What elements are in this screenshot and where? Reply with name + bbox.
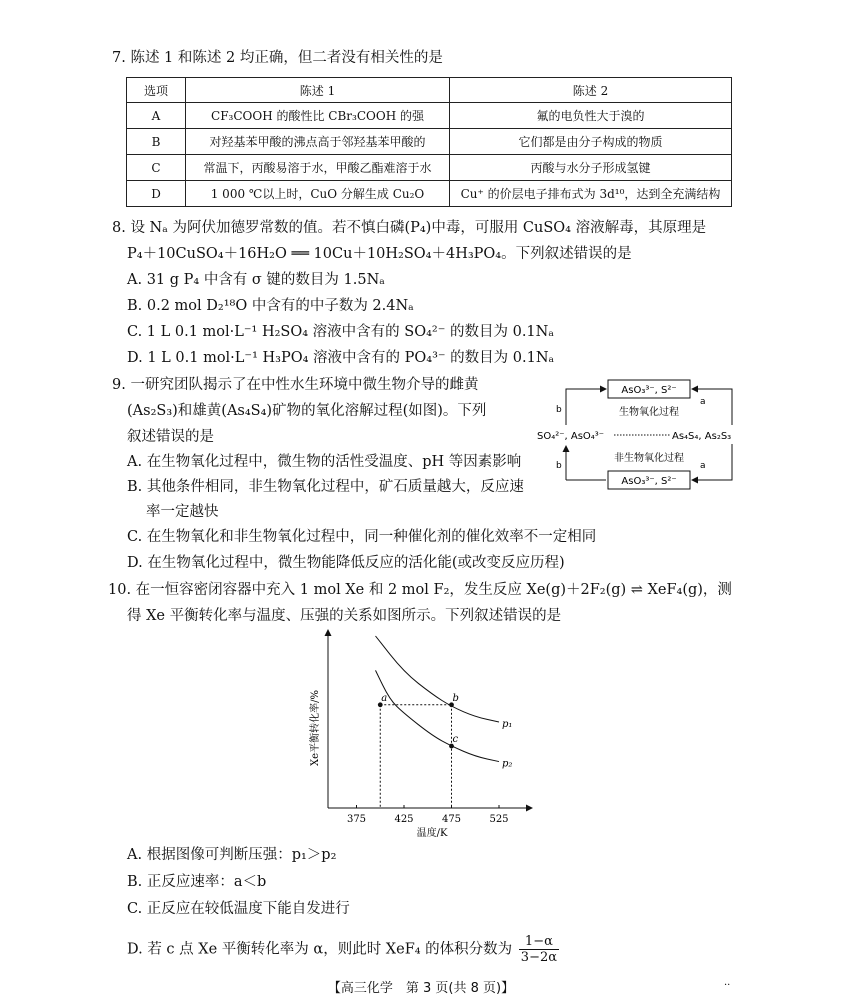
q10-option-d-text: D. 若 c 点 Xe 平衡转化率为 α，则此时 XeF₄ 的体积分数为 [127, 941, 513, 958]
q8-option-b: B. 0.2 mol D₂¹⁸O 中含有的中子数为 2.4Nₐ [127, 298, 414, 314]
lower-right-arrow [692, 444, 732, 480]
q9-option-b-line1: B. 其他条件相同，非生物氧化过程中，矿石质量越大，反应速 [127, 479, 524, 495]
q9-stem-line3: 叙述错误的是 [127, 429, 214, 445]
bottom-species-text: AsO₃³⁻, S²⁻ [621, 476, 677, 487]
q10-option-a: A. 根据图像可判断压强：p₁＞p₂ [127, 847, 337, 863]
fraction-numerator: 1−α [519, 934, 559, 950]
q10-option-b: B. 正反应速率：a＜b [127, 874, 267, 890]
q9-option-b-line2: 率一定越快 [146, 504, 219, 520]
lower-left-label: b [556, 461, 562, 471]
series-label-1: p₁ [502, 719, 513, 730]
x-tick-label: 425 [394, 814, 414, 825]
row-statement2: 丙酸与水分子形成氢键 [450, 155, 732, 181]
upper-right-arrow [692, 389, 732, 425]
row-statement1: 对羟基苯甲酸的沸点高于邻羟基苯甲酸的 [186, 129, 450, 155]
row-statement1: CF₃COOH 的酸性比 CBr₃COOH 的强 [186, 103, 450, 129]
upper-left-label: b [556, 405, 562, 415]
page-footer: 【高三化学 第 3 页(共 8 页)】 [327, 981, 515, 996]
series-line-1 [376, 636, 500, 722]
q8-stem-line1: 8. 设 Nₐ 为阿伏加德罗常数的值。若不慎白磷(P₄)中毒，可服用 CuSO₄ 溶液解毒，其原理是 [112, 220, 707, 236]
q8-option-a: A. 31 g P₄ 中含有 σ 键的数目为 1.5Nₐ [127, 272, 385, 288]
q9-option-a: A. 在生物氧化过程中，微生物的活性受温度、pH 等因素影响 [127, 454, 522, 470]
point-label-c: c [452, 734, 459, 746]
table-row [127, 129, 732, 155]
table-header-row [127, 78, 732, 103]
oxidation-diagram [536, 378, 736, 494]
q9-option-c: C. 在生物氧化和非生物氧化过程中，同一种催化剂的催化效率不一定相同 [127, 529, 597, 545]
q9-option-d: D. 在生物氧化过程中，微生物能降低反应的活化能(或改变反应历程) [127, 555, 565, 571]
header-option: 选项 [127, 78, 186, 103]
row-statement2: Cu⁺ 的价层电子排布式为 3d¹⁰，达到全充满结构 [450, 181, 732, 207]
fraction-denominator: 3−2α [520, 950, 558, 965]
lower-right-label: a [700, 461, 706, 471]
x-tick-label: 475 [441, 814, 462, 825]
header-statement2: 陈述 2 [450, 78, 732, 103]
bio-oxidation-label: 生物氧化过程 [619, 407, 679, 418]
q8-stem-line2: P₄＋10CuSO₄＋16H₂O ══ 10Cu＋10H₂SO₄＋4H₃PO₄。下列叙述错误的是 [127, 246, 632, 262]
series-line-2 [376, 670, 500, 761]
y-axis-label: Xe平衡转化率/% [310, 690, 321, 766]
top-species-text: AsO₃³⁻, S²⁻ [621, 385, 677, 396]
table-row [127, 103, 732, 129]
row-statement2: 氟的电负性大于溴的 [450, 103, 732, 129]
q10-stem-line1: 10. 在一恒容密闭容器中充入 1 mol Xe 和 2 mol F₂，发生反应 Xe(g)＋2F₂(g) ⇌ XeF₄(g)，测 [108, 582, 732, 598]
row-option: D [127, 181, 186, 207]
q8-option-c: C. 1 L 0.1 mol·L⁻¹ H₂SO₄ 溶液中含有的 SO₄²⁻ 的数目为 0.1Nₐ [127, 324, 554, 340]
q10-stem-line2: 得 Xe 平衡转化率与温度、压强的关系如图所示。下列叙述错误的是 [127, 608, 562, 624]
table-row [127, 181, 732, 207]
conversion-chart [308, 628, 538, 840]
row-statement1: 1 000 ℃以上时，CuO 分解生成 Cu₂O [186, 181, 450, 207]
corner-mark: ·· [724, 980, 731, 991]
q8-option-d: D. 1 L 0.1 mol·L⁻¹ H₃PO₄ 溶液中含有的 PO₄³⁻ 的数目为 0.1Nₐ [127, 350, 555, 366]
product-species: SO₄²⁻, AsO₄³⁻ [537, 431, 605, 442]
row-option: A [127, 103, 186, 129]
row-option: C [127, 155, 186, 181]
series-label-2: p₂ [502, 758, 513, 770]
row-option: B [127, 129, 186, 155]
x-tick-label: 525 [489, 814, 509, 825]
volume-fraction [519, 934, 559, 965]
header-statement1: 陈述 1 [186, 78, 450, 103]
q9-stem-line2: (As₂S₃)和雄黄(As₄S₄)矿物的氧化溶解过程(如图)。下列 [127, 403, 487, 419]
q7-table [126, 77, 732, 207]
table-row [127, 155, 732, 181]
q9-stem-line1: 9. 一研究团队揭示了在中性水生环境中微生物介导的雌黄 [112, 377, 479, 393]
point-label-a: a [381, 692, 388, 704]
q10-option-d [127, 934, 559, 965]
mineral-species: As₄S₄, As₂S₃ [672, 431, 732, 442]
upper-right-label: a [700, 397, 706, 407]
x-axis-label: 温度/K [416, 828, 448, 839]
upper-left-arrow [566, 389, 606, 425]
row-statement1: 常温下，丙酸易溶于水，甲酸乙酯难溶于水 [186, 155, 450, 181]
nonbio-oxidation-label: 非生物氧化过程 [614, 453, 684, 464]
q7-stem: 7. 陈述 1 和陈述 2 均正确，但二者没有相关性的是 [112, 50, 443, 66]
row-statement2: 它们都是由分子构成的物质 [450, 129, 732, 155]
x-tick-label: 375 [346, 814, 367, 825]
q10-option-c: C. 正反应在较低温度下能自发进行 [127, 901, 350, 917]
point-label-b: b [452, 692, 459, 704]
